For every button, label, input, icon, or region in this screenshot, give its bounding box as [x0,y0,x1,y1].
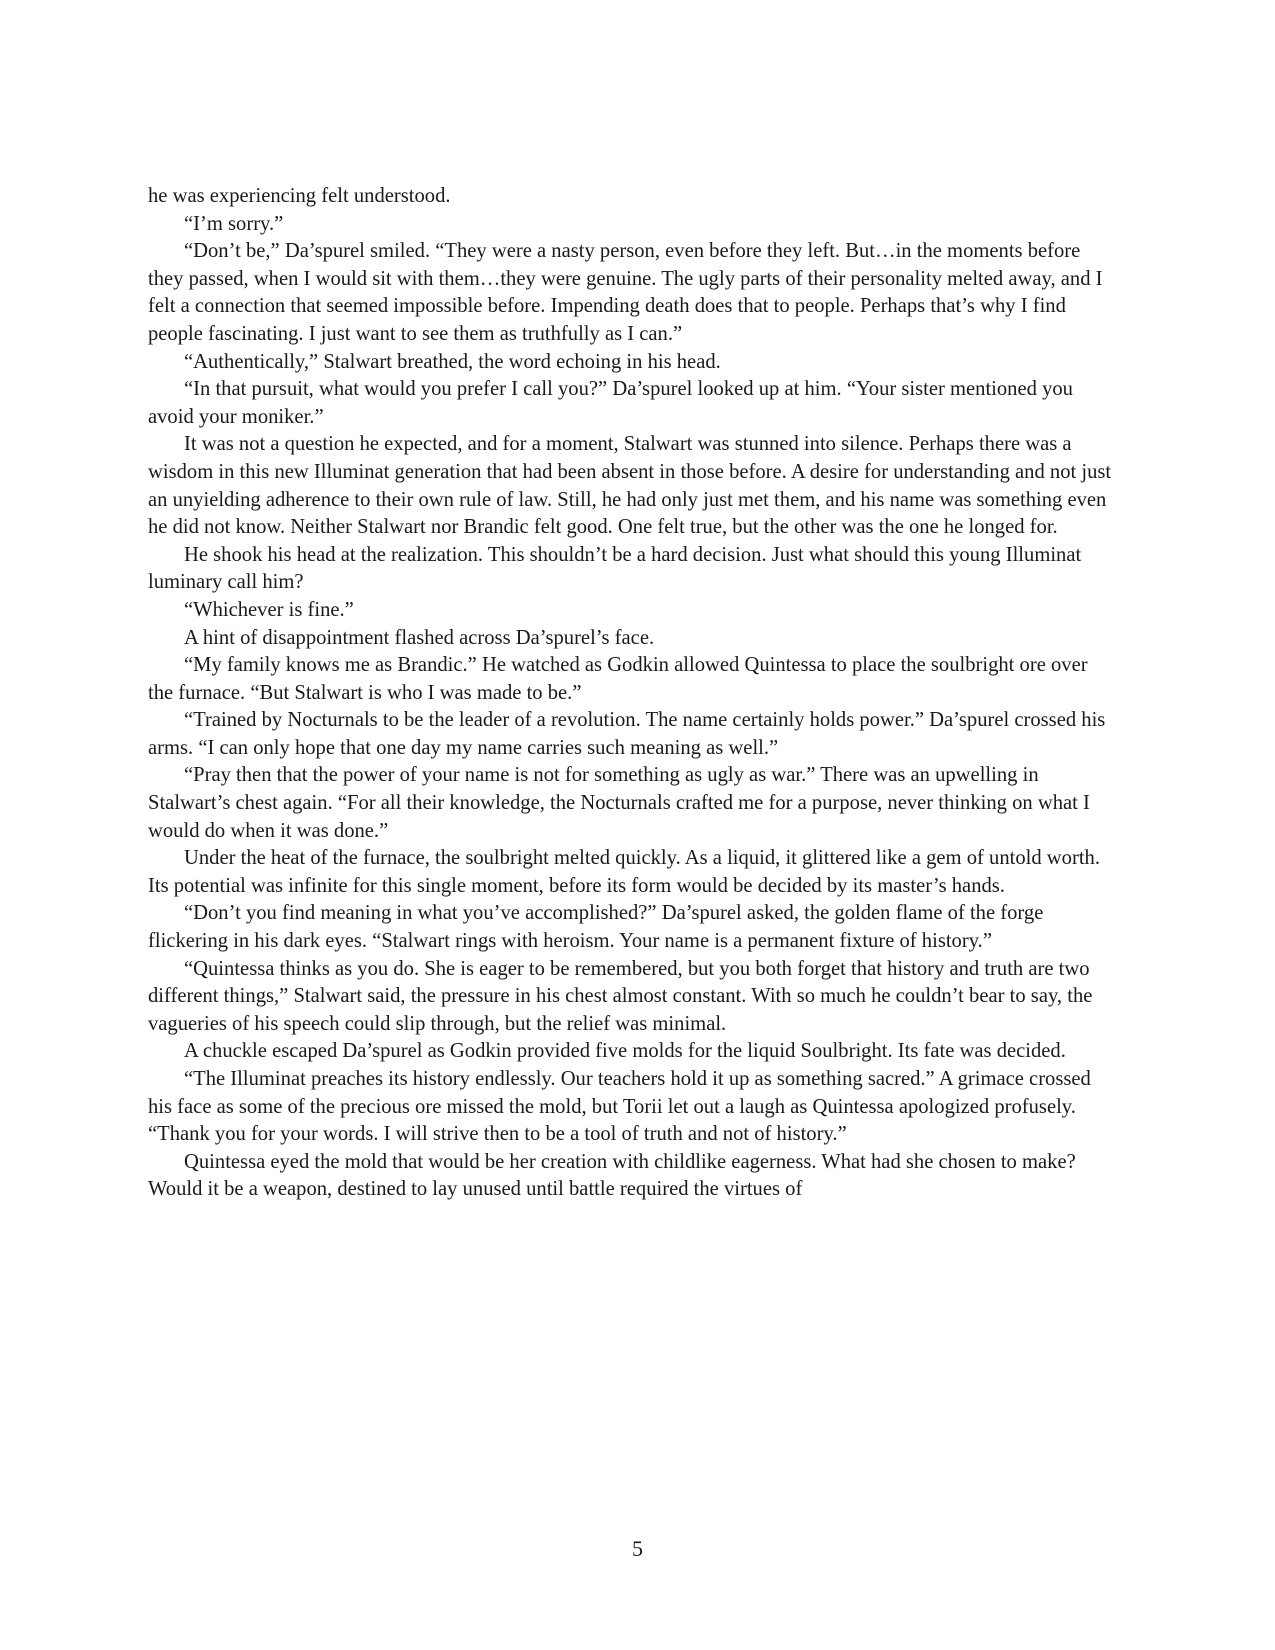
paragraph: Quintessa eyed the mold that would be her creation with childlike eagerness. What had she chosen to make? Would it be a weapon, destined to lay unused until battle required the virtues of [148,1150,1076,1201]
paragraph: “In that pursuit, what would you prefer I call you?” Da’spurel looked up at him. “Your sister mentioned you avoid your moniker.” [148,378,1073,428]
paragraph: “Don’t be,” Da’spurel smiled. “They were a nasty person, even before they left. But…in the moments before they passed, when I would sit with them…they were genuine. The ugly parts of their personality melted away, and I felt a connection that seemed impossible before. Impending death does that to people. Perhaps that’s why I find people fascinating. I just want to see them as truthfully as I can.” [148,240,1103,345]
paragraph: “Whichever is fine.” [184,598,354,621]
paragraph: It was not a question he expected, and for a moment, Stalwart was stunned into silence. Perhaps there was a wisdom in this new Illuminat generation that had been absent in those before. A desire for understanding and not just an unyielding adherence to their own rule of law. Still, he had only just met them, and his name was something even he did not know. Neither Stalwart nor Brandic felt good. One felt true, but the other was the one he longed for. [148,433,1112,539]
paragraph: A chuckle escaped Da’spurel as Godkin provided five molds for the liquid Soulbright. Its fate was decided. [184,1040,1066,1063]
paragraph: Under the heat of the furnace, the soulbright melted quickly. As a liquid, it glittered like a gem of untold worth. Its potential was infinite for this single moment, before its form would be decided by its master’s hands. [148,847,1100,897]
paragraph: “Don’t you find meaning in what you’ve accomplished?” Da’spurel asked, the golden flame of the forge flickering in his dark eyes. “Stalwart rings with heroism. Your name is a permanent fixture of history.” [148,902,1044,953]
paragraph: “Trained by Nocturnals to be the leader of a revolution. The name certainly holds power.” Da’spurel crossed his arms. “I can only hope that one day my name carries such meaning as well.” [148,709,1106,759]
body-text [148,183,1116,1204]
paragraph: he was experiencing felt understood. [148,185,451,207]
paragraph: “I’m sorry.” [184,212,284,235]
paragraph: “Authentically,” Stalwart breathed, the word echoing in his head. [184,350,721,373]
paragraph: He shook his head at the realization. This shouldn’t be a hard decision. Just what should this young Illuminat luminary call him? [148,543,1082,594]
paragraph: “Quintessa thinks as you do. She is eager to be remembered, but you both forget that history and truth are two different things,” Stalwart said, the pressure in his chest almost constant. With so much he couldn’t bear to say, the vagueries of his speech could slip through, but the relief was minimal. [148,957,1093,1035]
paragraph: A hint of disappointment flashed across Da’spurel’s face. [184,626,655,649]
page-number: 5 [632,1536,643,1561]
paragraph: “Pray then that the power of your name is not for something as ugly as war.” There was an upwelling in Stalwart’s chest again. “For all their knowledge, the Nocturnals crafted me for a purpose, never thinking on what I would do when it was done.” [148,764,1090,842]
paragraph: “The Illuminat preaches its history endlessly. Our teachers hold it up as something sacred.” A grimace crossed his face as some of the precious ore missed the mold, but Torii let out a laugh as Quintessa apologized profusely. “Thank you for your words. I will strive then to be a tool of truth and not of history.” [148,1068,1091,1146]
paragraph: “My family knows me as Brandic.” He watched as Godkin allowed Quintessa to place the soulbright ore over the furnace. “But Stalwart is who I was made to be.” [148,654,1088,704]
